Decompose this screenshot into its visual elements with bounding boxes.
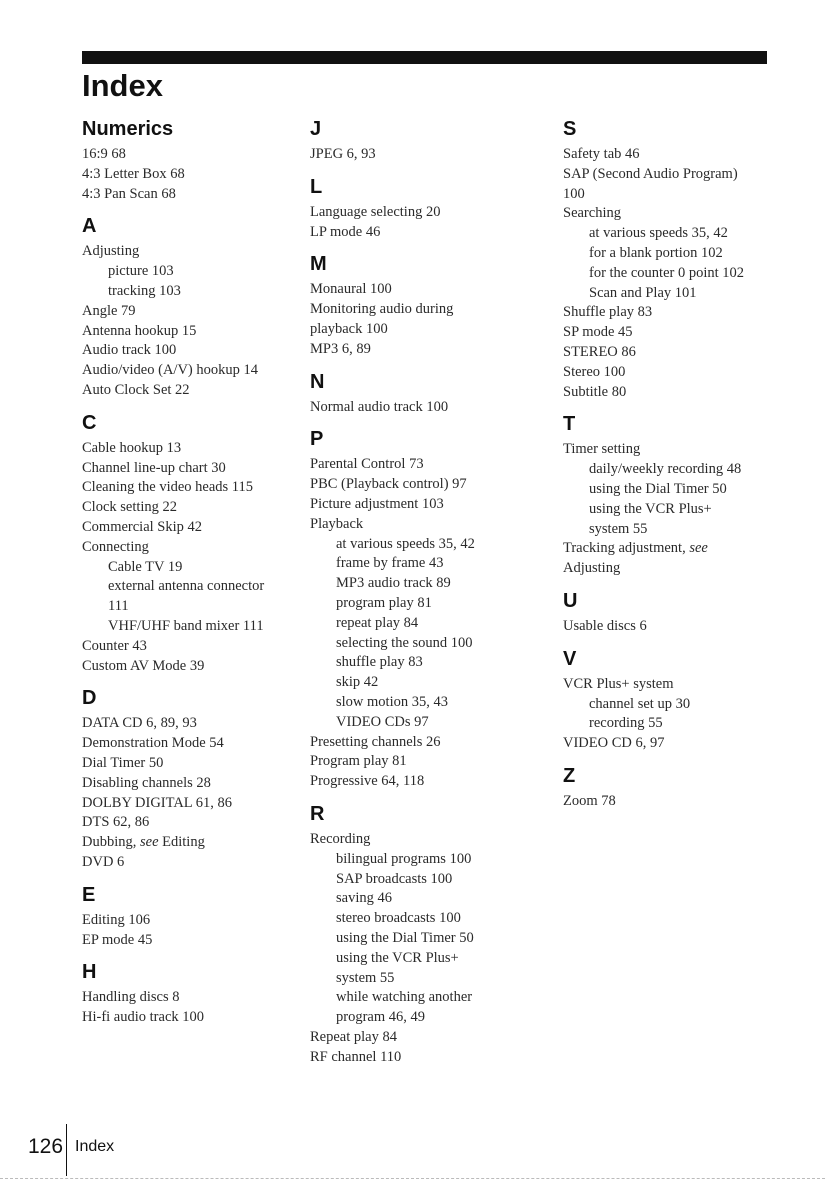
- index-entry: Playback: [310, 515, 364, 532]
- index-entry: 100: [563, 185, 585, 202]
- index-entry: Antenna hookup 15: [82, 322, 197, 339]
- index-entry: playback 100: [310, 320, 388, 337]
- index-entry: SAP (Second Audio Program): [563, 165, 738, 182]
- index-entry: DTS 62, 86: [82, 814, 150, 831]
- index-section: [310, 417, 545, 792]
- index-entry: Adjusting: [563, 560, 621, 577]
- index-subentry: tracking 103: [108, 282, 181, 299]
- index-entry: Clock setting 22: [82, 499, 178, 516]
- page-number: 126: [28, 1135, 64, 1158]
- index-entry: VIDEO CD 6, 97: [563, 735, 665, 752]
- index-entry: Shuffle play 83: [563, 304, 653, 321]
- index-entry: Monitoring audio during: [310, 301, 454, 318]
- index-entry: DATA CD 6, 89, 93: [82, 715, 197, 732]
- index-entry: Monaural 100: [310, 281, 392, 298]
- section-heading: A: [82, 215, 97, 238]
- section-heading: L: [310, 175, 323, 198]
- index-entry: Connecting: [82, 538, 149, 555]
- header-rule: [82, 51, 767, 64]
- index-entry: Normal audio track 100: [310, 398, 449, 415]
- index-entry: Searching: [563, 205, 621, 222]
- index-entry: Timer setting: [563, 441, 641, 458]
- index-entry: MP3 6, 89: [310, 340, 371, 357]
- index-subentry: system 55: [589, 520, 648, 537]
- index-subentry: SAP broadcasts 100: [336, 870, 453, 887]
- index-entry: Cleaning the video heads 115: [82, 479, 254, 496]
- index-section: [310, 360, 545, 418]
- footer-section-label: Index: [75, 1138, 115, 1155]
- index-entry: Audio track 100: [82, 342, 177, 359]
- index-entry: STEREO 86: [563, 343, 636, 360]
- index-entry: Recording: [310, 830, 371, 847]
- index-section: [563, 114, 778, 402]
- index-subentry: shuffle play 83: [336, 654, 423, 671]
- index-subentry: using the Dial Timer 50: [589, 480, 727, 497]
- index-subentry: picture 103: [108, 263, 174, 280]
- index-section: [310, 792, 545, 1068]
- index-section: [310, 114, 545, 165]
- index-entry: Adjusting: [82, 243, 140, 260]
- index-subentry: using the Dial Timer 50: [336, 929, 474, 946]
- index-entry: LP mode 46: [310, 223, 381, 240]
- index-entry: VCR Plus+ system: [563, 675, 674, 692]
- index-subentry: selecting the sound 100: [336, 634, 473, 651]
- index-subentry: saving 46: [336, 890, 392, 907]
- index-entry: Zoom 78: [563, 792, 616, 809]
- index-entry: Presetting channels 26: [310, 733, 441, 750]
- index-entry: PBC (Playback control) 97: [310, 476, 467, 493]
- index-subentry: at various speeds 35, 42: [589, 225, 728, 242]
- index-section: [82, 676, 297, 872]
- index-section: [310, 242, 545, 359]
- index-entry: Audio/video (A/V) hookup 14: [82, 362, 258, 379]
- section-heading: Numerics: [82, 118, 174, 140]
- index-entry: JPEG 6, 93: [310, 146, 376, 162]
- index-entry: RF channel 110: [310, 1048, 402, 1065]
- index-entry: Program play 81: [310, 753, 407, 770]
- section-heading: R: [310, 802, 325, 825]
- index-column-2: [310, 114, 545, 1067]
- page-title: Index: [82, 68, 163, 103]
- index-entry: 4:3 Letter Box 68: [82, 165, 185, 182]
- section-heading: V: [563, 647, 577, 670]
- index-entry: Counter 43: [82, 637, 147, 654]
- index-entry: DOLBY DIGITAL 61, 86: [82, 794, 232, 811]
- section-heading: P: [310, 428, 324, 451]
- index-section: [563, 754, 778, 812]
- index-entry: Progressive 64, 118: [310, 773, 425, 790]
- index-section: [82, 950, 297, 1028]
- index-entry: Editing 106: [82, 911, 151, 928]
- index-entry: EP mode 45: [82, 931, 153, 948]
- section-heading: H: [82, 961, 97, 984]
- index-entry: Handling discs 8: [82, 989, 180, 1006]
- index-entry: SP mode 45: [563, 324, 633, 341]
- index-section: [310, 165, 545, 243]
- index-subentry: VHF/UHF band mixer 111: [108, 617, 264, 634]
- index-entry: Subtitle 80: [563, 383, 627, 400]
- page-bottom-edge: [0, 1178, 825, 1179]
- index-subentry: VIDEO CDs 97: [336, 713, 429, 730]
- index-subentry: 111: [108, 598, 129, 615]
- section-heading: J: [310, 118, 322, 140]
- index-section: [82, 114, 297, 204]
- index-subentry: for a blank portion 102: [589, 244, 723, 261]
- index-subentry: bilingual programs 100: [336, 850, 472, 867]
- index-subentry: at various speeds 35, 42: [336, 535, 475, 552]
- index-subentry: for the counter 0 point 102: [589, 264, 745, 281]
- index-entry: Hi-fi audio track 100: [82, 1009, 205, 1026]
- index-section: [563, 579, 778, 637]
- section-heading: C: [82, 411, 97, 434]
- index-subentry: repeat play 84: [336, 614, 419, 631]
- index-entry: 16:9 68: [82, 146, 126, 162]
- index-entry: Usable discs 6: [563, 617, 647, 634]
- section-heading: S: [563, 118, 577, 140]
- index-subentry: Cable TV 19: [108, 558, 183, 575]
- index-entry: Angle 79: [82, 302, 136, 319]
- section-heading: D: [82, 687, 97, 710]
- index-section: [563, 637, 778, 754]
- index-entry: Parental Control 73: [310, 456, 424, 473]
- index-entry: Commercial Skip 42: [82, 518, 203, 535]
- index-entry: Tracking adjustment, see: [563, 540, 708, 557]
- index-subentry: using the VCR Plus+: [589, 500, 712, 517]
- index-subentry: program play 81: [336, 594, 432, 611]
- index-subentry: channel set up 30: [589, 695, 691, 712]
- index-column-1: [82, 114, 297, 1028]
- section-heading: U: [563, 589, 578, 612]
- index-entry: Repeat play 84: [310, 1028, 397, 1045]
- index-entry: Stereo 100: [563, 363, 626, 380]
- index-subentry: MP3 audio track 89: [336, 575, 451, 592]
- index-section: [82, 873, 297, 951]
- index-subentry: while watching another: [336, 989, 473, 1006]
- index-subentry: daily/weekly recording 48: [589, 461, 742, 478]
- section-heading: N: [310, 370, 325, 393]
- index-section: [563, 402, 778, 579]
- index-entry: Safety tab 46: [563, 146, 640, 162]
- index-subentry: recording 55: [589, 715, 663, 732]
- index-subentry: stereo broadcasts 100: [336, 910, 461, 927]
- index-entry: Disabling channels 28: [82, 774, 211, 791]
- footer-divider: [66, 1124, 67, 1176]
- index-column-3: [563, 114, 778, 812]
- index-entry: Picture adjustment 103: [310, 495, 444, 512]
- index-entry: Auto Clock Set 22: [82, 381, 190, 398]
- index-entry: Demonstration Mode 54: [82, 735, 224, 752]
- index-entry: Dubbing, see Editing: [82, 834, 205, 851]
- section-heading: E: [82, 883, 96, 906]
- index-section: [82, 204, 297, 400]
- index-subentry: system 55: [336, 969, 395, 986]
- index-subentry: frame by frame 43: [336, 555, 444, 572]
- index-entry: Channel line-up chart 30: [82, 459, 226, 476]
- section-heading: T: [563, 413, 576, 436]
- index-entry: DVD 6: [82, 853, 125, 870]
- section-heading: Z: [563, 764, 576, 787]
- index-subentry: program 46, 49: [336, 1009, 425, 1026]
- section-heading: M: [310, 253, 327, 276]
- index-subentry: using the VCR Plus+: [336, 949, 459, 966]
- index-entry: Cable hookup 13: [82, 439, 182, 456]
- index-entry: 4:3 Pan Scan 68: [82, 185, 176, 202]
- index-entry: Dial Timer 50: [82, 754, 164, 771]
- index-subentry: slow motion 35, 43: [336, 693, 448, 710]
- index-entry: Custom AV Mode 39: [82, 657, 205, 674]
- index-subentry: skip 42: [336, 674, 379, 691]
- index-entry: Language selecting 20: [310, 203, 441, 220]
- index-subentry: external antenna connector: [108, 578, 265, 595]
- index-section: [82, 401, 297, 677]
- index-subentry: Scan and Play 101: [589, 284, 697, 301]
